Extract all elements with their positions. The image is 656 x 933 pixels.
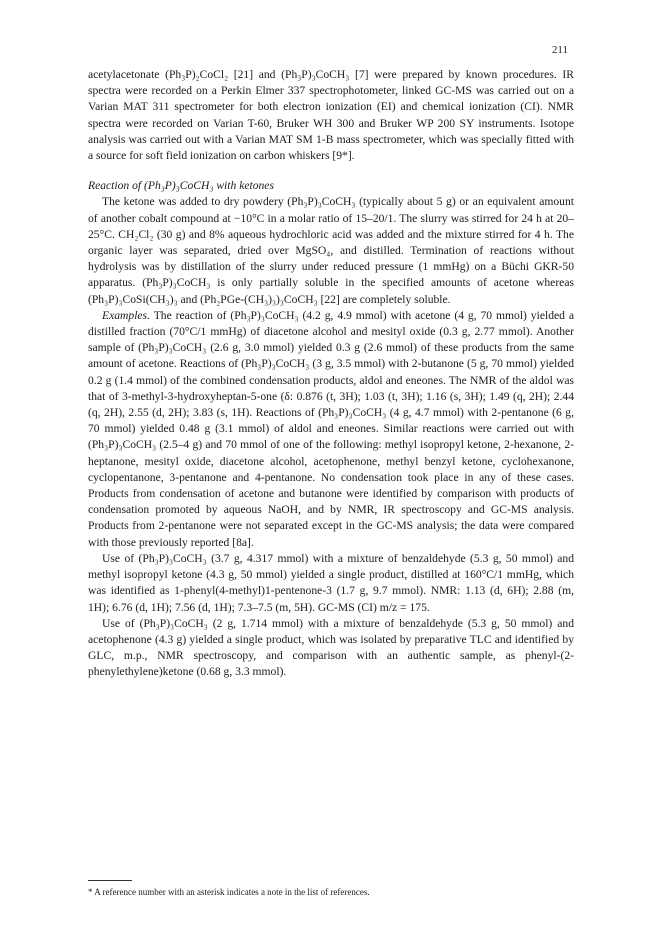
footnote: * A reference number with an asterisk indicates a note in the list of references. xyxy=(88,887,370,897)
examples-label: Examples. xyxy=(102,308,150,322)
article-body xyxy=(88,67,574,681)
benzaldehyde-acetophenone-paragraph: Use of (Ph₃P)₃CoCH₃ (2 g, 1.714 mmol) with a mixture of benzaldehyde (5.3 g, 50 mmol) and acetophenone (4.3 g) yielded a single product, which was isolated by preparative TLC and identified by GLC, m.p., NMR spectroscopy, and comparison with an authentic sample, as phenyl-(2-phenylethylene)ketone (0.68 g, 3.3 mmol). xyxy=(88,616,574,679)
procedure-paragraph: The ketone was added to dry powdery (Ph₃P)₃CoCH₃ (typically about 5 g) or an equivalent amount of another cobalt compound at −10°C in a molar ratio of 15–20/1. The slurry was stirred for 24 h at 20–25°C. CH₂Cl₂ (30 g) and 8% aqueous hydrochloric acid was added and the mixture stirred for 4 h. The organic layer was separated, dried over MgSO₄, and distilled. Termination of reactions without hydrolysis was by distillation of the slurry under reduced pressure (1 mmHg) on a Büchi GKR-50 apparatus. (Ph₃P)₃CoCH₃ is only partially soluble in the specified amounts of acetone whereas (Ph₃P)₃CoSi(CH₃)₃ and (Ph₂PGe-(CH₃)₃)₃CoCH₃ [22] are completely soluble. xyxy=(88,195,574,306)
intro-paragraph: acetylacetonate (Ph₃P)₂CoCl₂ [21] and (Ph₃P)₃CoCH₃ [7] were prepared by known procedures. IR spectra were recorded on a Perkin Elmer 337 spectrophotometer, linked GC-MS was carried out on a Varian MAT 311 spectrometer for both electron ionization (EI) and chemical ionization (CI). NMR spectra were recorded on Varian T-60, Bruker WH 300 and Bruker WP 200 SY instruments. Isotope analysis was carried out with a Varian MAT SM 1-B mass spectrometer, which was specially fitted with a source for soft field ionization on carbon whiskers [9*]. xyxy=(88,68,574,163)
footnote-rule xyxy=(88,880,132,881)
examples-text: The reaction of (Ph₃P)₃CoCH₃ (4.2 g, 4.9 mmol) with acetone (4 g, 70 mmol) yielded a distilled fraction (70°C/1 mmHg) of diacetone alcohol and mesityl oxide (0.3 g, 2.77 mmol). Another sample of (Ph₃P)₃CoCH₃ (2.6 g, 3.0 mmol) yielded 0.3 g (2.6 mmol) of these products from the same amount of acetone. Reactions of (Ph₃P)₃CoCH₃ (3 g, 3.5 mmol) with 2-butanone (5 g, 70 mmol) yielded 0.2 g (1.4 mmol) of the combined condensation products, aldol and eneones. The NMR of the aldol was that of 3-methyl-3-hydroxyheptan-5-one (δ: 0.876 (t, 3H); 1.03 (t, 3H); 1.16 (s, 3H); 1.49 (q, 2H); 2.44 (q, 2H), 2.55 (d, 2H); 3.83 (s, 1H). Reactions of (Ph₃P)₃CoCH₃ (4 g, 4.7 mmol) with 2-pentanone (6 g, 70 mmol) yielded 0.48 g (3.1 mmol) of aldol and eneones. Similar reactions were carried out with (Ph₃P)₃CoCH₃ (2.5–4 g) and 70 mmol of one of the following: methyl isopropyl ketone, 2-hexanone, 2-heptanone, mesityl oxide, diacetone alcohol, acetophenone, methyl benzyl ketone, cyclohexanone, cyclopentanone, 3-pentanone and 4-pentanone. No condensation took place in any of these cases. Products from condensation of acetone and butanone were identified by comparison with products of condensation promoted by aqueous NaOH, and by NMR, IR spectroscopy and GC-MS analysis. Products from 2-pentanone were not separated except in the GC-MS analysis; the data were compared with those previously reported [8a]. xyxy=(88,308,574,549)
page-number: 211 xyxy=(551,44,568,56)
section-heading: Reaction of (Ph₃P)₃CoCH₃ with ketones xyxy=(88,179,274,193)
benzaldehyde-mipk-paragraph: Use of (Ph₃P)₃CoCH₃ (3.7 g, 4.317 mmol) with a mixture of benzaldehyde (5.3 g, 50 mmol) and methyl isopropyl ketone (4.3 g, 50 mmol) yielded a single product, distilled at 160°C/1 mmHg, which was identified as 1-phenyl(4-methyl)1-pentenone-3 (1.7 g, 9.7 mmol). NMR: 1.13 (d, 6H); 2.88 (m, 1H); 6.76 (d, 1H); 7.56 (d, 1H); 7.3–7.5 (m, 5H). GC-MS (CI) m/z = 175. xyxy=(88,551,574,614)
examples-paragraph xyxy=(88,308,574,551)
